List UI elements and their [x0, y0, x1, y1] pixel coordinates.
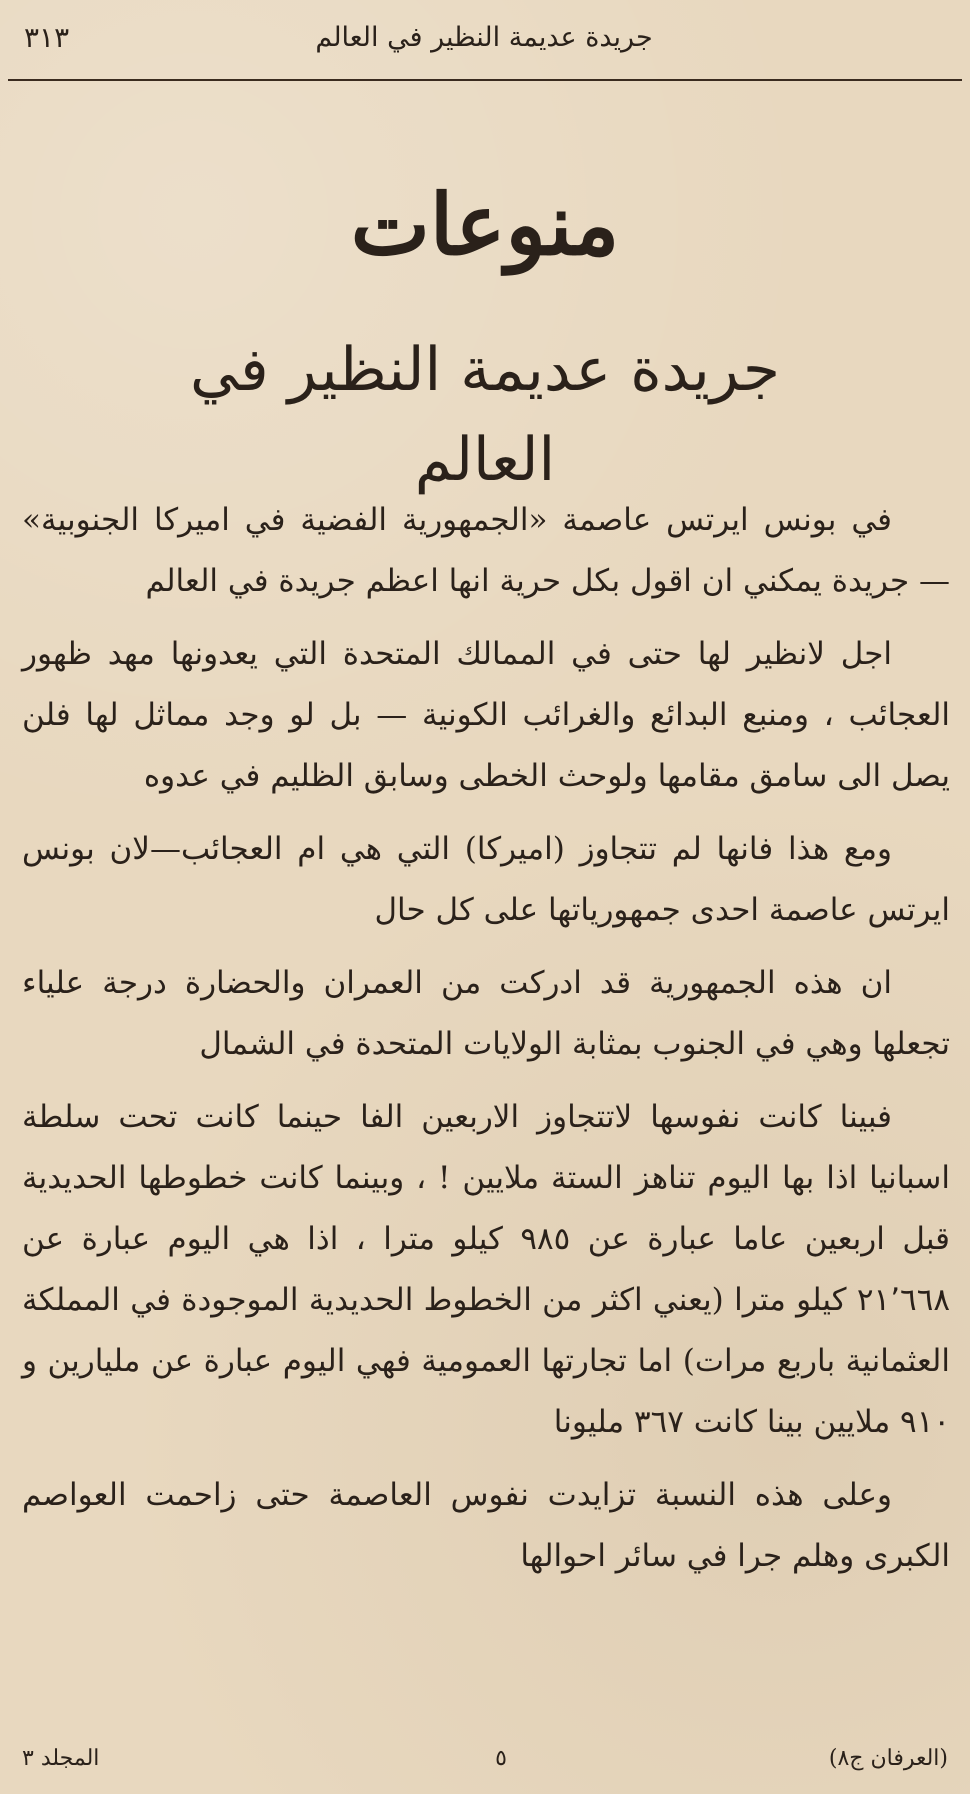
page-footer — [22, 1743, 948, 1783]
article-paragraph: في بونس ايرتس عاصمة «الجمهورية الفضية في اميركا الجنوبية» — جريدة يمكني ان اقول بكل حرية انها اعظم جريدة في العالم — [22, 502, 950, 599]
page-number: ٣١٣ — [24, 21, 70, 54]
source-signature: (العرفان ج٨) — [828, 1746, 948, 1771]
article-paragraph: اجل لانظير لها حتى في الممالك المتحدة التي يعدونها مهد ظهور العجائب ، ومنبع البدائع والغرائب الكونية — بل لو وجد مماثل لها فلن يصل الى سامق مقامها ولوحث الخطى وسابق الظليم في عدوه — [22, 636, 950, 794]
page-header — [24, 18, 946, 68]
article-paragraph: وعلى هذه النسبة تزايدت نفوس العاصمة حتى زاحمت العواصم الكبرى وهلم جرا في سائر احوالها — [22, 1477, 950, 1574]
article-paragraph: فبينا كانت نفوسها لاتتجاوز الاربعين الفا حينما كانت تحت سلطة اسبانيا اذا بها اليوم تناهز الستة ملايين ! ، وبينما كانت خطوطها الحديدية قبل اربعين عاما عبارة عن ٩٨٥ كيلو مترا ، اذا هي اليوم عبارة عن ٢١٬٦٦٨ كيلو مترا (يعني اكثر من الخطوط الحديدية الموجودة في المملكة العثمانية باربع مرات) اما تجارتها العمومية فهي اليوم عبارة عن مليارين و ٩١٠ ملايين بينا كانت ٣٦٧ مليونا — [22, 1099, 950, 1440]
section-title: منوعات — [350, 175, 620, 274]
article-body — [22, 490, 950, 1599]
article-title: جريدة عديمة النظير في العالم — [189, 335, 781, 495]
running-header-title: جريدة عديمة النظير في العالم — [315, 22, 653, 53]
header-divider — [8, 79, 962, 81]
signature-mark: ٥ — [495, 1746, 507, 1771]
article-paragraph: ومع هذا فانها لم تتجاوز (اميركا) التي هي ام العجائب—لان بونس ايرتس عاصمة احدى جمهورياتها على كل حال — [22, 831, 950, 928]
volume-label: المجلد ٣ — [22, 1746, 100, 1771]
article-paragraph: ان هذه الجمهورية قد ادركت من العمران والحضارة درجة علياء تجعلها وهي في الجنوب بمثابة الولايات المتحدة في الشمال — [22, 965, 950, 1062]
